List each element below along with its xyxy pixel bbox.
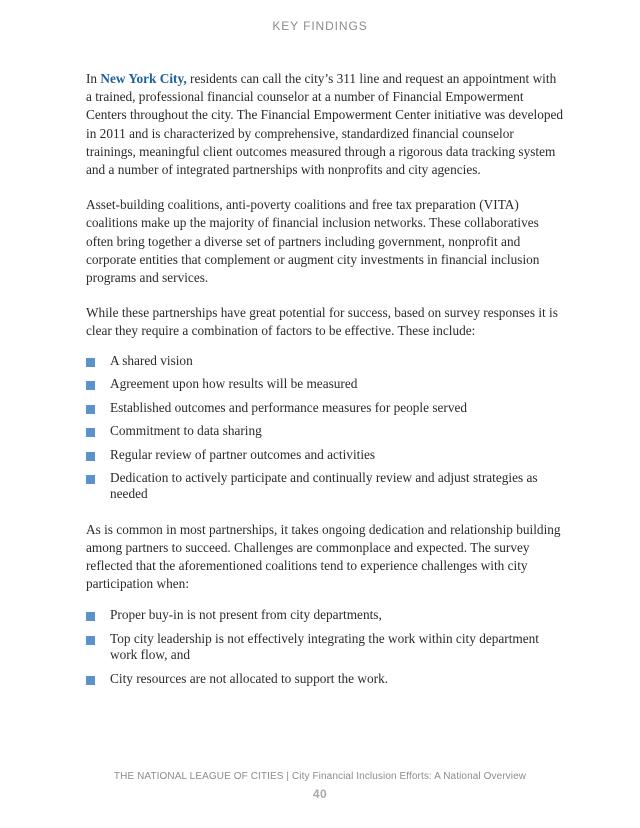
square-bullet-icon bbox=[86, 475, 95, 484]
paragraph-coalitions: Asset-building coalitions, anti-poverty coalitions and free tax preparation (VITA) coalitions make up the majority of financial inclusion networks. These collaboratives often bring together a diverse set of partners including government, nonprofit and corporate entities that complement or augment city investments in financial inclusion programs and services. bbox=[86, 197, 540, 286]
page-footer: THE NATIONAL LEAGUE OF CITIES | City Financial Inclusion Efforts: A National Overview bbox=[113, 771, 527, 782]
factors-list bbox=[86, 353, 564, 503]
list-item: Proper buy-in is not present from city departments, bbox=[86, 607, 564, 623]
new-york-city-highlight: New York City, bbox=[100, 71, 187, 86]
square-bullet-icon bbox=[86, 452, 95, 461]
square-bullet-icon bbox=[86, 636, 95, 645]
square-bullet-icon bbox=[86, 381, 95, 390]
paragraph-partnerships: While these partnerships have great potential for success, based on survey responses it is clear they require a combination of factors to be effective. These include: bbox=[86, 305, 558, 339]
square-bullet-icon bbox=[86, 428, 95, 437]
page-number: 40 bbox=[312, 787, 328, 801]
main-content bbox=[86, 70, 564, 694]
list-item: Agreement upon how results will be measured bbox=[86, 376, 564, 392]
list-item: A shared vision bbox=[86, 353, 564, 369]
list-item: Dedication to actively participate and continually review and adjust strategies as needed bbox=[86, 470, 564, 502]
square-bullet-icon bbox=[86, 612, 95, 621]
paragraph-intro: In bbox=[86, 71, 101, 86]
paragraph-body: residents can call the city’s 311 line and request an appointment with a trained, professional financial counselor at a number of Financial Empowerment Centers throughout the city. The Financial Empowerment Center initiative was developed in 2011 and is characterized by comprehensive, standardized financial counselor trainings, meaningful client outcomes measured through a rigorous data tracking system and a number of integrated partnerships with nonprofits and city agencies. bbox=[86, 71, 564, 178]
list-item: Established outcomes and performance measures for people served bbox=[86, 400, 564, 416]
square-bullet-icon bbox=[86, 405, 95, 414]
challenges-list bbox=[86, 607, 564, 686]
list-item: Regular review of partner outcomes and activities bbox=[86, 447, 564, 463]
page-header: KEY FINDINGS bbox=[272, 19, 368, 33]
list-item: Commitment to data sharing bbox=[86, 423, 564, 439]
list-item: City resources are not allocated to support the work. bbox=[86, 671, 564, 687]
square-bullet-icon bbox=[86, 358, 95, 367]
paragraph-challenges: As is common in most partnerships, it takes ongoing dedication and relationship building among partners to succeed. Challenges are commonplace and expected. The survey reflected that the aforementioned coalitions tend to experience challenges with city participation when: bbox=[86, 521, 561, 592]
list-item: Top city leadership is not effectively integrating the work within city department work flow, and bbox=[86, 631, 564, 663]
paragraph-new-york bbox=[86, 70, 564, 179]
square-bullet-icon bbox=[86, 676, 95, 685]
